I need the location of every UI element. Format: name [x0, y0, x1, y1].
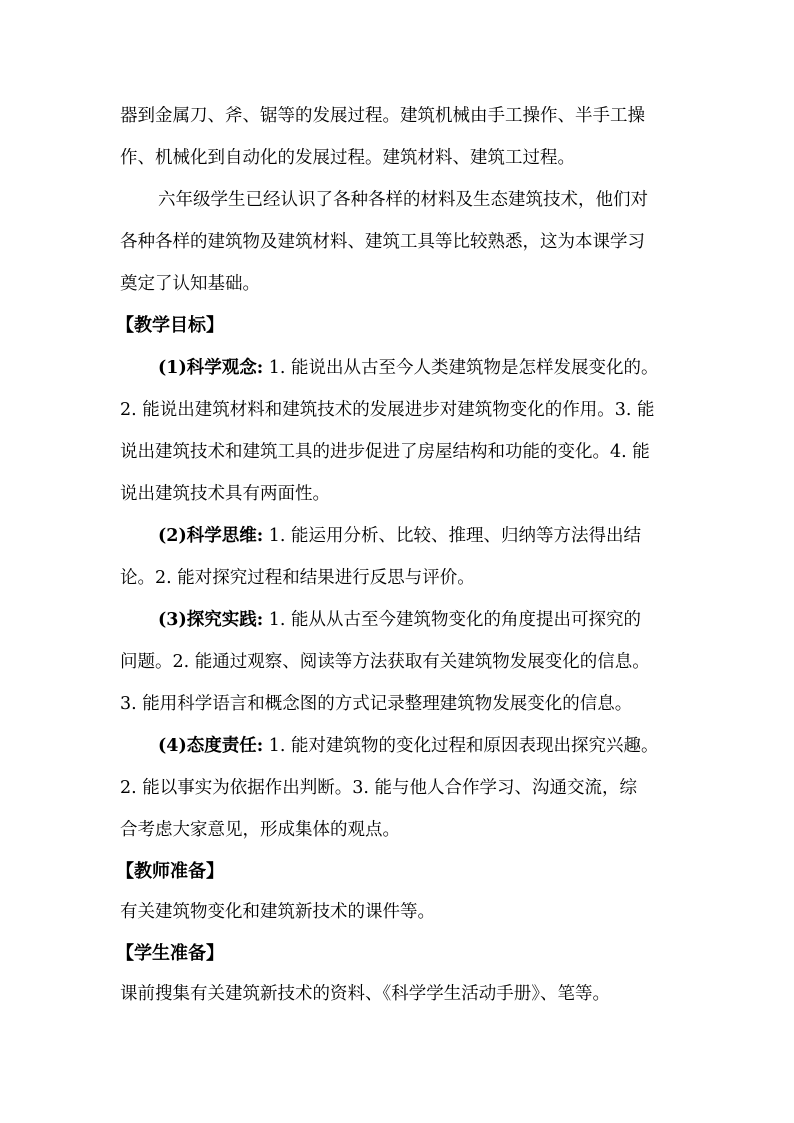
- goal-label: (1)科学观念:: [158, 358, 264, 378]
- goal-label: (4)态度责任:: [158, 736, 264, 756]
- paragraph-line: 说出建筑技术具有两面性。: [120, 484, 330, 504]
- goal-text: 1. 能运用分析、比较、推理、归纳等方法得出结: [263, 526, 642, 546]
- paragraph-line: 问题。2. 能通过观察、阅读等方法获取有关建筑物发展变化的信息。: [120, 652, 650, 672]
- paragraph-line: 六年级学生已经认识了各种各样的材料及生态建筑技术，他们对: [158, 190, 648, 210]
- paragraph-line: 合考虑大家意见，形成集体的观点。: [120, 820, 400, 840]
- goal-text: 1. 能说出从古至今人类建筑物是怎样发展变化的。: [263, 358, 659, 378]
- goal-label: (2)科学思维:: [158, 526, 264, 546]
- section-heading-student: 【学生准备】: [116, 943, 224, 964]
- goal-item-2: [158, 524, 641, 548]
- goal-item-4: [158, 734, 659, 758]
- paragraph-line: 奠定了认知基础。: [120, 274, 260, 294]
- paragraph-line: 各种各样的建筑物及建筑材料、建筑工具等比较熟悉，这为本课学习: [120, 232, 645, 252]
- paragraph-line: 有关建筑物变化和建筑新技术的课件等。: [120, 902, 435, 922]
- goal-label: (3)探究实践:: [158, 610, 264, 630]
- paragraph-line: 2. 能以事实为依据作出判断。3. 能与他人合作学习、沟通交流，综: [120, 778, 638, 798]
- paragraph-line: 论。2. 能对探究过程和结果进行反思与评价。: [120, 568, 475, 588]
- section-heading-goals: 【教学目标】: [116, 315, 224, 336]
- paragraph-line: 2. 能说出建筑材料和建筑技术的发展进步对建筑物变化的作用。3. 能: [120, 400, 655, 420]
- paragraph-line: 课前搜集有关建筑新技术的资料、《科学学生活动手册》、笔等。: [120, 984, 610, 1004]
- goal-item-1: [158, 356, 659, 380]
- goal-text: 1. 能从从古至今建筑物变化的角度提出可探究的: [263, 610, 642, 630]
- paragraph-line: 器到金属刀、斧、锯等的发展过程。建筑机械由手工操作、半手工操: [120, 106, 645, 126]
- paragraph-line: 3. 能用科学语言和概念图的方式记录整理建筑物发展变化的信息。: [120, 694, 633, 714]
- paragraph-line: 说出建筑技术和建筑工具的进步促进了房屋结构和功能的变化。4. 能: [120, 442, 650, 462]
- section-heading-teacher: 【教师准备】: [116, 861, 224, 882]
- goal-item-3: [158, 608, 641, 632]
- goal-text: 1. 能对建筑物的变化过程和原因表现出探究兴趣。: [263, 736, 659, 756]
- paragraph-line: 作、机械化到自动化的发展过程。建筑材料、建筑工过程。: [120, 148, 575, 168]
